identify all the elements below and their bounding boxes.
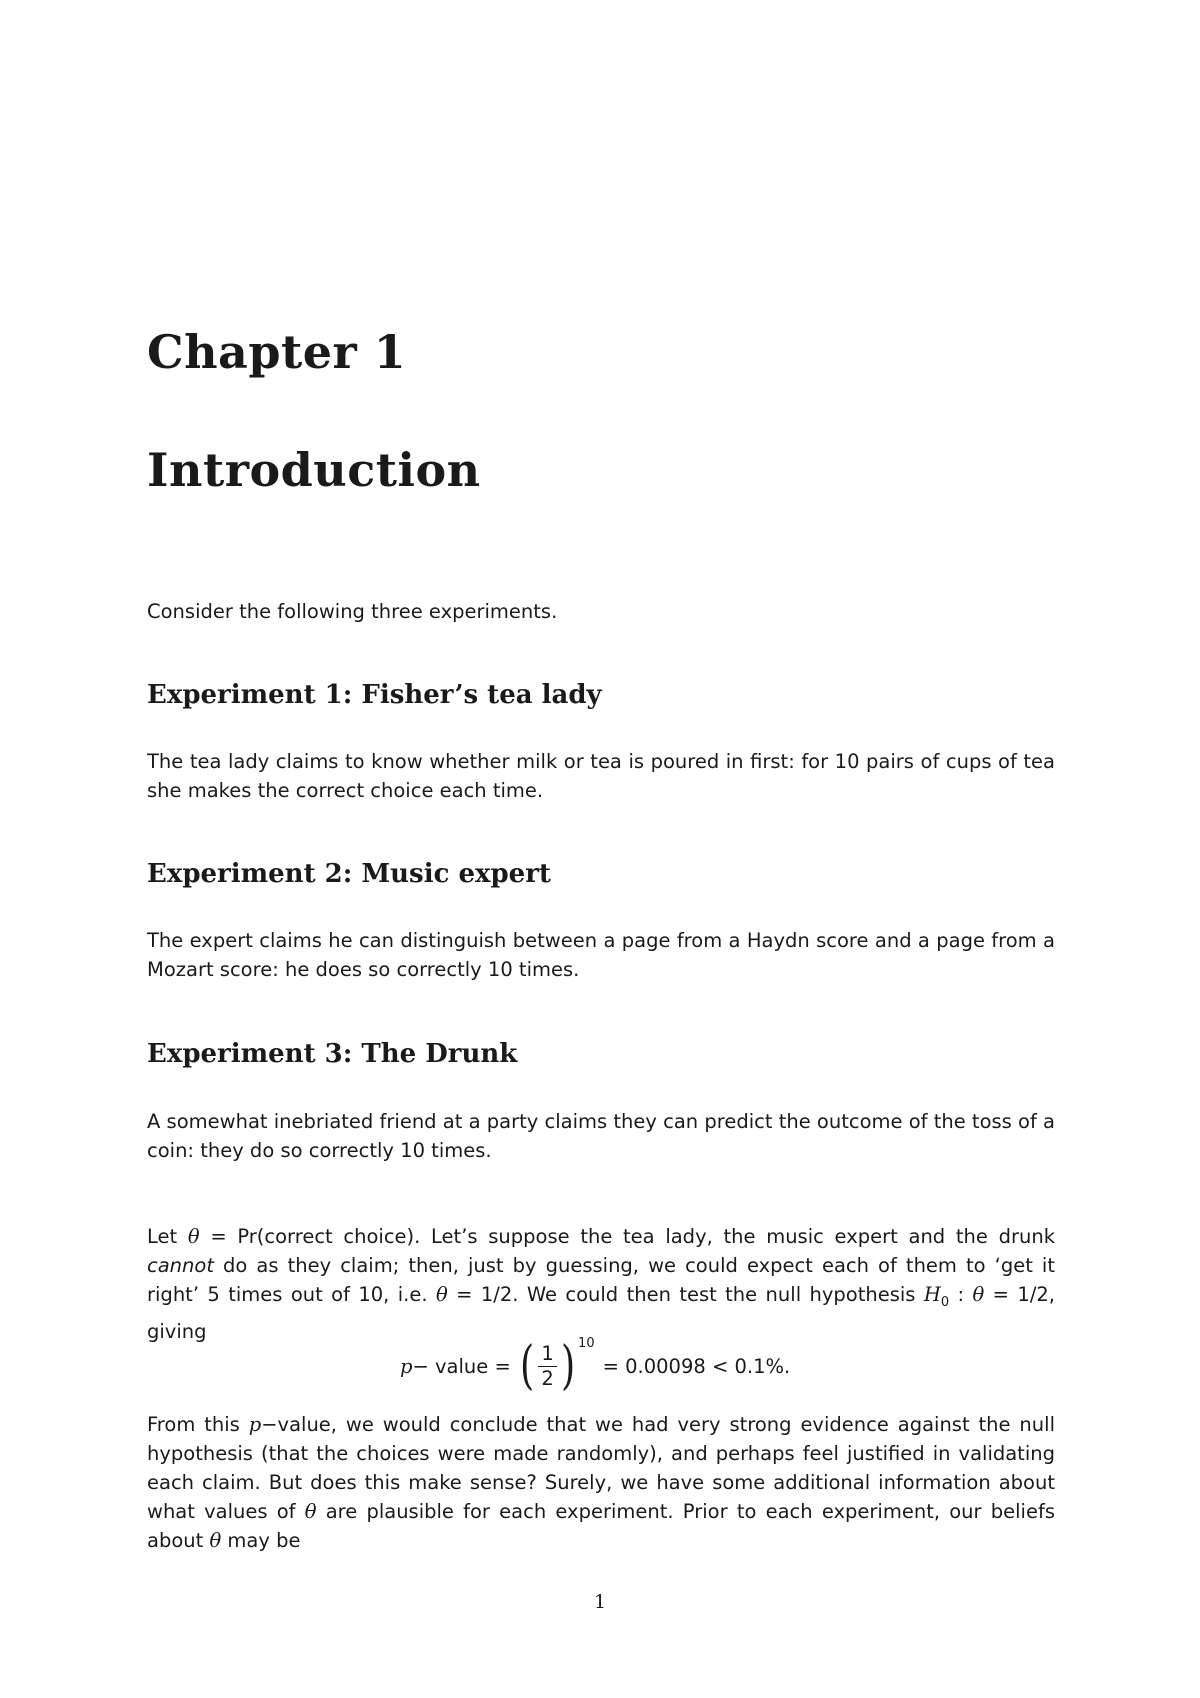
- theta-symbol: θ: [304, 1500, 317, 1523]
- experiment-3-text: A somewhat inebriated friend at a party claims they can predict the outcome of the toss of a coin: they do so correctly 10 times.: [147, 1110, 1055, 1162]
- conclusion-paragraph: [147, 1410, 1055, 1555]
- text-segment: = 1/2. We could then test the null hypothesis: [447, 1283, 924, 1306]
- experiment-1-text: The tea lady claims to know whether milk or tea is poured in first: for 10 pairs of cups of tea she makes the correct choice each time.: [147, 750, 1055, 802]
- fraction-denominator: 2: [541, 1366, 554, 1390]
- formula-exponent: 10: [578, 1336, 595, 1351]
- chapter-label: Chapter 1: [147, 325, 407, 379]
- formula-p-symbol: p: [400, 1354, 413, 1378]
- text-segment: = Pr(correct choice). Let’s suppose the tea lady, the music expert and the drunk: [199, 1225, 1055, 1248]
- p-value-formula: [400, 1336, 790, 1396]
- emphasis-cannot: cannot: [147, 1254, 214, 1277]
- theta-symbol: θ: [209, 1529, 222, 1552]
- intro-paragraph: Consider the following three experiments.: [147, 600, 558, 623]
- formula-fraction: [538, 1342, 556, 1391]
- theta-symbol: θ: [187, 1225, 200, 1248]
- text-segment: = 1/2, giving: [147, 1283, 1055, 1343]
- theta-symbol: θ: [435, 1283, 448, 1306]
- chapter-title: Introduction: [147, 443, 481, 497]
- formula-open-paren: (: [520, 1336, 535, 1396]
- page-number: 1: [593, 1591, 607, 1613]
- text-segment: do as they claim; then, just by guessing, we could expect each of them to ‘get it right’ 5 times out of 10, i.e.: [147, 1254, 1055, 1306]
- formula-result: = 0.00098 < 0.1%.: [602, 1354, 791, 1378]
- text-segment: −value, we would conclude that we had very strong evidence against the null hypothesis (that the choices were made randomly), and perhaps feel justified in validating each claim. But does this make sense? Surely, we have some additional information about what values of: [147, 1413, 1055, 1523]
- formula-label: − value =: [412, 1354, 518, 1378]
- p-symbol: p: [248, 1413, 262, 1436]
- experiment-2-heading: Experiment 2: Music expert: [147, 859, 551, 889]
- formula-close-paren: ): [560, 1336, 576, 1396]
- theta-symbol: θ: [972, 1283, 985, 1306]
- fraction-numerator: 1: [538, 1342, 556, 1367]
- experiment-3-heading: Experiment 3: The Drunk: [147, 1039, 518, 1069]
- experiment-1-heading: Experiment 1: Fisher’s tea lady: [147, 680, 602, 710]
- text-segment: From this: [147, 1413, 249, 1436]
- text-segment: Let: [147, 1225, 188, 1248]
- experiment-2-text: The expert claims he can distinguish between a page from a Haydn score and a page from a Mozart score: he does so correctly 10 times.: [147, 929, 1055, 981]
- text-segment: :: [949, 1283, 973, 1306]
- text-segment: may be: [221, 1529, 301, 1552]
- null-hypothesis-symbol: H: [923, 1283, 941, 1306]
- text-segment: are plausible for each experiment. Prior to each experiment, our beliefs about: [147, 1500, 1055, 1552]
- hypothesis-paragraph: [147, 1222, 1055, 1346]
- null-hypothesis-subscript: 0: [940, 1294, 950, 1310]
